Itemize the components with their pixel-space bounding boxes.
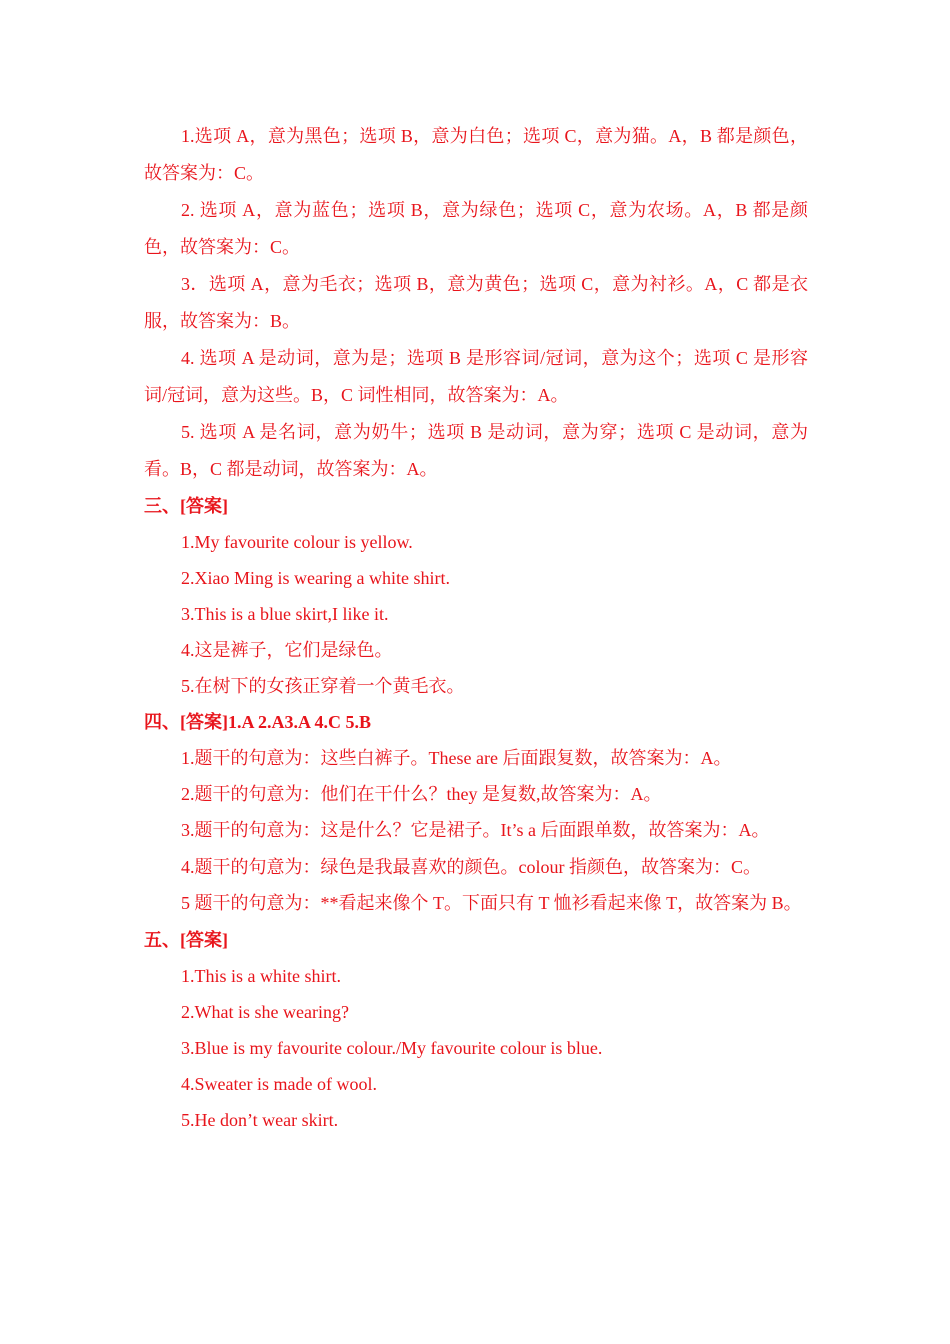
- s3-item-5: 5.在树下的女孩正穿着一个黄毛衣。: [181, 676, 465, 696]
- s4-item-1: 1.题干的句意为：这些白裤子。These are 后面跟复数，故答案为：A。: [181, 748, 732, 768]
- s3-item-1: 1.My favourite colour is yellow.: [181, 532, 413, 552]
- s5-item-2: 2.What is she wearing?: [181, 1002, 349, 1022]
- s3-item-3: 3.This is a blue skirt,I like it.: [181, 604, 389, 624]
- s2-item-3: 3．选项 A，意为毛衣；选项 B，意为黄色；选项 C，意为衬衫。A，C 都是衣服，故答案为：B。: [144, 274, 808, 331]
- s4-item-5: 5 题干的句意为：**看起来像个 T。下面只有 T 恤衫看起来像 T，故答案为 B。: [181, 893, 802, 913]
- section-4-heading: 四、[答案]1.A 2.A3.A 4.C 5.B: [144, 712, 372, 732]
- s3-item-4: 4.这是裤子，它们是绿色。: [181, 640, 393, 660]
- answer-document: [144, 118, 808, 1138]
- s4-item-3: 3.题干的句意为：这是什么？它是裙子。It’s a 后面跟单数，故答案为：A。: [181, 820, 770, 840]
- s4-item-4: 4.题干的句意为：绿色是我最喜欢的颜色。colour 指颜色，故答案为：C。: [181, 857, 761, 877]
- s4-item-2: 2.题干的句意为：他们在干什么？they 是复数,故答案为：A。: [181, 784, 662, 804]
- s2-item-1: 1.选项 A，意为黑色；选项 B，意为白色；选项 C，意为猫。A，B 都是颜色，故答案为：C。: [144, 126, 808, 183]
- s2-item-5: 5. 选项 A 是名词，意为奶牛；选项 B 是动词，意为穿；选项 C 是动词，意为看。B，C 都是动词，故答案为：A。: [144, 422, 808, 479]
- section-5-heading: 五、[答案]: [144, 930, 228, 950]
- section-3-heading: 三、[答案]: [144, 496, 228, 516]
- s2-item-4: 4. 选项 A 是动词，意为是；选项 B 是形容词/冠词，意为这个；选项 C 是形容词/冠词，意为这些。B，C 词性相同，故答案为：A。: [144, 348, 808, 405]
- s5-item-3: 3.Blue is my favourite colour./My favourite colour is blue.: [181, 1038, 603, 1058]
- s5-item-1: 1.This is a white shirt.: [181, 966, 341, 986]
- s5-item-5: 5.He don’t wear skirt.: [181, 1110, 339, 1130]
- s3-item-2: 2.Xiao Ming is wearing a white shirt.: [181, 568, 450, 588]
- s5-item-4: 4.Sweater is made of wool.: [181, 1074, 377, 1094]
- s2-item-2: 2. 选项 A，意为蓝色；选项 B，意为绿色；选项 C，意为农场。A，B 都是颜色，故答案为：C。: [144, 200, 808, 257]
